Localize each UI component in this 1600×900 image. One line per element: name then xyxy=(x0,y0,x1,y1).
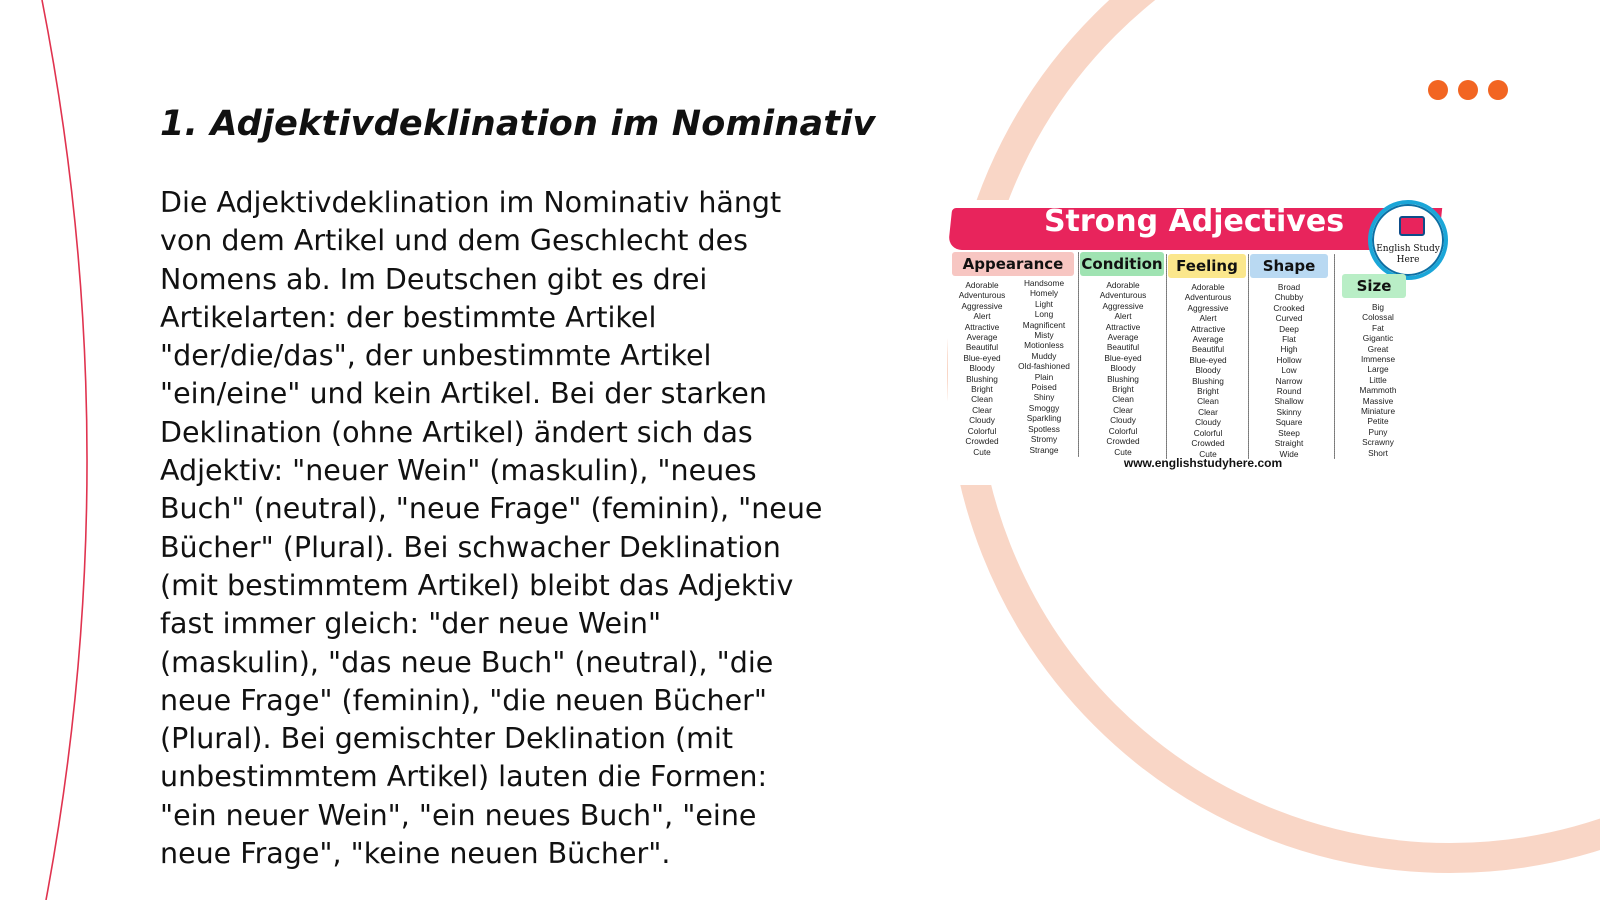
adjective-word: Beautiful xyxy=(1191,344,1225,355)
adjective-word: Alert xyxy=(1199,313,1217,324)
adjective-word: Muddy xyxy=(1031,350,1057,361)
adjective-word: Adventurous xyxy=(1099,290,1147,301)
adjective-word: Clear xyxy=(972,404,992,415)
adjective-word: Sparkling xyxy=(1026,413,1062,424)
adjective-word: Poised xyxy=(1031,382,1057,393)
adjective-word: Big xyxy=(1372,302,1384,312)
category-feeling: Feeling xyxy=(1168,254,1246,278)
column-divider xyxy=(1078,252,1079,457)
adjective-word: Low xyxy=(1281,365,1297,376)
adjective-word: Chubby xyxy=(1274,292,1304,303)
adjective-word: Spotless xyxy=(1028,423,1060,434)
adjective-word: Bloody xyxy=(1110,363,1136,374)
adjective-word: Adorable xyxy=(965,280,999,290)
slide-title: 1. Adjektivdeklination im Nominativ xyxy=(160,104,876,144)
adjective-word: Blue-eyed xyxy=(1104,352,1142,363)
adjective-word: Adorable xyxy=(1106,280,1140,290)
appearance-column-2 xyxy=(1010,278,1078,455)
adjective-word: Aggressive xyxy=(1102,300,1144,311)
adjective-word: Misty xyxy=(1034,330,1054,341)
adjective-word: Strange xyxy=(1029,444,1059,455)
adjective-word: Little xyxy=(1369,374,1387,385)
adjective-word: Alert xyxy=(973,311,991,322)
adjective-word: Mammoth xyxy=(1359,385,1397,396)
adjective-word: Clean xyxy=(1197,396,1219,407)
dot-3 xyxy=(1488,80,1508,100)
condition-column xyxy=(1084,280,1162,457)
adjective-word: Fat xyxy=(1372,322,1384,333)
adjective-word: Blushing xyxy=(1192,375,1224,386)
adjective-word: Attractive xyxy=(1190,323,1226,334)
category-shape: Shape xyxy=(1250,254,1328,278)
adjective-word: Blue-eyed xyxy=(963,352,1001,363)
adjective-word: Attractive xyxy=(1105,321,1141,332)
category-appearance: Appearance xyxy=(952,252,1074,276)
adjective-word: Gigantic xyxy=(1362,333,1394,344)
logo-text: English Study Here xyxy=(1376,244,1440,265)
adjective-word: Average xyxy=(1107,332,1139,343)
adjective-word: Crowded xyxy=(1191,438,1225,449)
adjective-word: Homely xyxy=(1029,288,1059,299)
adjective-word: Broad xyxy=(1277,282,1301,292)
adjective-word: Scrawny xyxy=(1362,437,1394,448)
three-dots-icon xyxy=(1428,80,1508,100)
adjective-word: Aggressive xyxy=(1187,302,1229,313)
adjective-word: Flat xyxy=(1282,334,1296,345)
adjective-word: Cloudy xyxy=(969,415,995,426)
adjective-word: Skinny xyxy=(1276,406,1302,417)
adjective-word: Adventurous xyxy=(958,290,1006,301)
adjective-word: Long xyxy=(1034,309,1054,320)
adjective-word: Immense xyxy=(1360,354,1396,365)
adjective-word: Bloody xyxy=(1195,365,1221,376)
english-study-here-logo xyxy=(1368,200,1448,280)
adjective-word: Adventurous xyxy=(1184,292,1232,303)
adjective-word: Attractive xyxy=(964,321,1000,332)
adjective-word: Short xyxy=(1368,447,1388,458)
adjective-word: Motionless xyxy=(1024,340,1064,351)
column-divider xyxy=(1334,254,1335,459)
adjective-word: Clear xyxy=(1198,406,1218,417)
adjective-word: Shallow xyxy=(1274,396,1304,407)
adjective-word: Crowded xyxy=(965,436,999,447)
adjective-word: High xyxy=(1280,344,1298,355)
left-decorative-arc xyxy=(0,0,120,900)
adjective-word: Petite xyxy=(1367,416,1389,427)
adjective-word: Beautiful xyxy=(965,342,999,353)
adjective-word: Average xyxy=(1192,334,1224,345)
adjective-word: Cute xyxy=(973,446,991,457)
adjective-word: Clean xyxy=(1112,394,1134,405)
adjective-word: Bright xyxy=(1112,384,1134,395)
adjective-word: Blushing xyxy=(966,373,998,384)
adjective-word: Colossal xyxy=(1362,312,1394,323)
adjective-word: Average xyxy=(966,332,998,343)
adjective-word: Colorful xyxy=(1193,427,1223,438)
adjective-word: Deep xyxy=(1279,323,1299,334)
adjective-word: Blushing xyxy=(1107,373,1139,384)
adjective-word: Crowded xyxy=(1106,436,1140,447)
adjective-word: Narrow xyxy=(1275,375,1303,386)
adjective-word: Colorful xyxy=(967,425,997,436)
adjective-word: Cute xyxy=(1114,446,1132,457)
adjective-word: Shiny xyxy=(1033,392,1055,403)
adjective-word: Clean xyxy=(971,394,993,405)
book-icon xyxy=(1399,216,1425,236)
adjective-word: Puny xyxy=(1368,426,1388,437)
size-column xyxy=(1346,302,1410,458)
dot-2 xyxy=(1458,80,1478,100)
column-divider xyxy=(1248,254,1249,459)
adjective-word: Bright xyxy=(971,384,993,395)
adjective-word: Cloudy xyxy=(1195,417,1221,428)
adjective-word: Stromy xyxy=(1030,434,1058,445)
adjective-word: Blue-eyed xyxy=(1189,354,1227,365)
adjective-word: Large xyxy=(1367,364,1389,375)
dot-1 xyxy=(1428,80,1448,100)
category-size: Size xyxy=(1342,274,1406,298)
adjective-word: Cloudy xyxy=(1110,415,1136,426)
adjective-word: Massive xyxy=(1362,395,1394,406)
adjective-word: Great xyxy=(1367,343,1389,354)
adjective-word: Alert xyxy=(1114,311,1132,322)
adjective-word: Bloody xyxy=(969,363,995,374)
adjective-word: Crooked xyxy=(1273,302,1305,313)
adjective-word: Light xyxy=(1035,298,1053,309)
adjective-word: Miniature xyxy=(1360,406,1396,417)
adjective-word: Curved xyxy=(1275,313,1303,324)
adjective-word: Old-fashioned xyxy=(1018,361,1070,372)
adjective-word: Cute xyxy=(1199,448,1217,459)
strong-adjectives-infographic xyxy=(948,200,1453,485)
adjective-word: Adorable xyxy=(1191,282,1225,292)
slide-body-text: Die Adjektivdeklination im Nominativ hängt von dem Artikel und dem Geschlecht des Nomens ab. Im Deutschen gibt es drei Artikelarten: der bestimmte Artikel "der/die/das", der unbestimmte Artikel "ein/eine" und kein Artikel. Bei der starken Deklination (ohne Artikel) ändert sich das Adjektiv: "neuer Wein" (maskulin), "neues Buch" (neutral), "neue Frage" (feminin), "neue Bücher" (Plural). Bei schwacher Deklination (mit bestimmtem Artikel) bleibt das Adjektiv fast immer gleich: "der neue Wein" (maskulin), "das neue Buch" (neutral), "die neue Frage" (feminin), "die neuen Bücher" (Plural). Bei gemischter Deklination (mit unbestimmtem Artikel) lauten die Formen: "ein neuer Wein", "ein neues Buch", "eine neue Frage", "keine neuen Bücher". xyxy=(160,186,823,871)
adjective-word: Aggressive xyxy=(961,300,1003,311)
appearance-column-1 xyxy=(948,280,1016,457)
adjective-word: Clear xyxy=(1113,404,1133,415)
adjective-word: Magnificent xyxy=(1022,319,1066,330)
infographic-title: Strong Adjectives xyxy=(1043,204,1345,239)
adjective-word: Hollow xyxy=(1276,354,1302,365)
adjective-word: Colorful xyxy=(1108,425,1138,436)
feeling-column xyxy=(1170,282,1246,459)
shape-column xyxy=(1250,282,1328,459)
adjective-word: Beautiful xyxy=(1106,342,1140,353)
adjective-word: Round xyxy=(1276,386,1302,397)
adjective-word: Steep xyxy=(1278,427,1300,438)
adjective-word: Bright xyxy=(1197,386,1219,397)
adjective-word: Wide xyxy=(1279,448,1299,459)
adjective-word: Square xyxy=(1275,417,1303,428)
category-condition: Condition xyxy=(1080,252,1164,276)
adjective-word: Straight xyxy=(1274,438,1304,449)
adjective-word: Handsome xyxy=(1023,278,1065,288)
adjective-word: Plain xyxy=(1034,371,1054,382)
column-divider xyxy=(1166,254,1167,459)
infographic-url: www.englishstudyhere.com xyxy=(1123,456,1283,470)
adjective-word: Smoggy xyxy=(1028,402,1060,413)
